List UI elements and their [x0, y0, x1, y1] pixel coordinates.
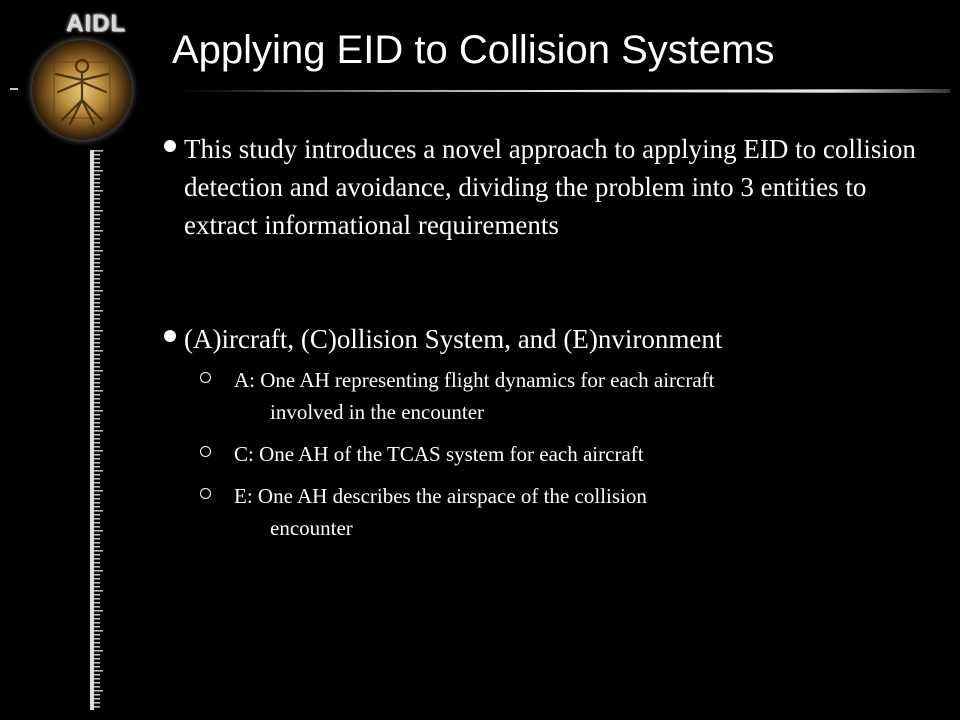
ruler-tick: [94, 378, 100, 380]
ruler-tick: [94, 510, 103, 512]
ruler-tick: [94, 602, 100, 604]
sub-bullet-item: [196, 480, 930, 544]
ruler-tick: [94, 194, 100, 196]
ruler-tick: [94, 650, 103, 652]
sub-bullet-continuation: encounter: [270, 516, 353, 540]
ruler-tick: [94, 550, 103, 552]
slide-title: Applying EID to Collision Systems: [172, 28, 775, 72]
ruler-tick: [94, 522, 100, 524]
aidl-logo: [0, 0, 160, 160]
ruler-tick: [94, 670, 103, 672]
ruler-tick: [94, 622, 100, 624]
ruler-tick: [94, 466, 100, 468]
ruler-tick: [94, 242, 100, 244]
ruler-tick: [94, 198, 100, 200]
ruler-tick: [94, 322, 100, 324]
ruler-tick: [94, 574, 100, 576]
ruler-tick: [94, 190, 103, 192]
bullet-item: [160, 320, 930, 358]
ruler-tick: [94, 342, 100, 344]
title-rule: [150, 88, 950, 94]
ruler-tick: [94, 514, 100, 516]
ruler-tick: [94, 262, 100, 264]
ruler-tick: [94, 366, 100, 368]
ruler-tick: [94, 594, 100, 596]
ruler-tick: [94, 282, 100, 284]
ruler-tick: [94, 218, 100, 220]
ruler-tick: [94, 590, 103, 592]
ruler-tick: [94, 686, 100, 688]
ruler-tick: [94, 446, 100, 448]
ruler-tick: [94, 582, 100, 584]
ruler-tick: [94, 422, 100, 424]
ruler-tick: [94, 666, 100, 668]
ruler-tick: [94, 442, 100, 444]
ruler-tick: [94, 226, 100, 228]
ruler-tick: [94, 598, 100, 600]
bullet-item: [160, 130, 930, 244]
ruler-tick: [94, 634, 100, 636]
ruler-tick: [94, 418, 100, 420]
ruler-tick: [94, 554, 100, 556]
sub-bullet-continuation: involved in the encounter: [270, 400, 485, 424]
bullet-dot-icon: [164, 140, 176, 152]
ruler-tick: [94, 314, 100, 316]
ruler-tick: [94, 414, 100, 416]
bullet-text: This study introduces a novel approach to applying EID to collision detection and avoidance, dividing the problem into 3 entities to extract informational requirements: [184, 134, 916, 240]
ruler-tick: [94, 250, 103, 252]
ruler-tick: [94, 370, 103, 372]
bullet-text: (A)ircraft, (C)ollision System, and (E)nvironment: [184, 324, 723, 354]
ruler-tick: [94, 566, 100, 568]
ruler-tick: [94, 410, 103, 412]
ruler-tick: [94, 210, 103, 212]
ruler-tick: [94, 578, 100, 580]
ruler-tick: [94, 402, 100, 404]
ruler-spine: [90, 150, 94, 710]
ruler-tick: [94, 374, 100, 376]
ruler-tick: [94, 214, 100, 216]
ruler-tick: [94, 534, 100, 536]
ruler-tick: [94, 230, 103, 232]
ruler-tick: [94, 302, 100, 304]
ruler-tick: [94, 642, 100, 644]
ruler-tick: [94, 478, 100, 480]
ruler-tick: [94, 498, 100, 500]
ruler-tick: [94, 662, 100, 664]
ruler-tick: [94, 170, 103, 172]
logo-dash: [10, 88, 18, 90]
ruler-decoration: [90, 150, 104, 710]
ruler-tick: [94, 470, 103, 472]
ruler-tick: [94, 474, 100, 476]
ruler-tick: [94, 586, 100, 588]
ruler-tick: [94, 646, 100, 648]
sub-bullet-text: E: One AH describes the airspace of the collision: [234, 484, 647, 508]
ruler-tick: [94, 238, 100, 240]
ruler-tick: [94, 346, 100, 348]
ruler-tick: [94, 526, 100, 528]
bullet-circle-icon: [200, 488, 211, 499]
ruler-tick: [94, 490, 103, 492]
ruler-tick: [94, 354, 100, 356]
ruler-tick: [94, 606, 100, 608]
ruler-tick: [94, 234, 100, 236]
ruler-tick: [94, 558, 100, 560]
ruler-tick: [94, 706, 100, 708]
ruler-tick: [94, 486, 100, 488]
ruler-tick: [94, 426, 100, 428]
ruler-tick: [94, 154, 100, 156]
ruler-tick: [94, 494, 100, 496]
ruler-tick: [94, 182, 100, 184]
ruler-tick: [94, 326, 100, 328]
ruler-tick: [94, 382, 100, 384]
ruler-tick: [94, 166, 100, 168]
bullet-dot-icon: [164, 330, 176, 342]
ruler-tick: [94, 298, 100, 300]
sub-bullet-text: A: One AH representing flight dynamics for each aircraft: [234, 368, 715, 392]
ruler-tick: [94, 158, 100, 160]
ruler-tick: [94, 626, 100, 628]
ruler-tick: [94, 390, 103, 392]
ruler-tick: [94, 318, 100, 320]
ruler-tick: [94, 338, 100, 340]
ruler-tick: [94, 570, 103, 572]
ruler-tick: [94, 434, 100, 436]
ruler-tick: [94, 518, 100, 520]
ruler-tick: [94, 614, 100, 616]
ruler-tick: [94, 694, 100, 696]
ruler-tick: [94, 222, 100, 224]
ruler-tick: [94, 246, 100, 248]
ruler-tick: [94, 386, 100, 388]
ruler-tick: [94, 358, 100, 360]
ruler-tick: [94, 458, 100, 460]
ruler-tick: [94, 630, 103, 632]
ruler-tick: [94, 178, 100, 180]
ruler-tick: [94, 542, 100, 544]
ruler-tick: [94, 394, 100, 396]
ruler-tick: [94, 690, 103, 692]
ruler-tick: [94, 278, 100, 280]
ruler-tick: [94, 310, 103, 312]
ruler-tick: [94, 638, 100, 640]
ruler-tick: [94, 254, 100, 256]
ruler-tick: [94, 698, 100, 700]
ruler-tick: [94, 538, 100, 540]
sub-bullet-text: C: One AH of the TCAS system for each aircraft: [234, 442, 644, 466]
ruler-tick: [94, 678, 100, 680]
ruler-tick: [94, 174, 100, 176]
ruler-tick: [94, 502, 100, 504]
ruler-tick: [94, 438, 100, 440]
bullet-circle-icon: [200, 446, 211, 457]
ruler-tick: [94, 266, 100, 268]
ruler-tick: [94, 330, 103, 332]
ruler-tick: [94, 294, 100, 296]
ruler-tick: [94, 674, 100, 676]
ruler-tick: [94, 562, 100, 564]
ruler-tick: [94, 618, 100, 620]
ruler-tick: [94, 270, 103, 272]
logo-text: AIDL: [66, 10, 126, 37]
bullet-circle-icon: [200, 372, 211, 383]
ruler-tick: [94, 610, 103, 612]
ruler-tick: [94, 506, 100, 508]
ruler-tick: [94, 334, 100, 336]
ruler-tick: [94, 430, 103, 432]
ruler-tick: [94, 654, 100, 656]
ruler-tick: [94, 186, 100, 188]
ruler-tick: [94, 150, 103, 152]
ruler-tick: [94, 406, 100, 408]
ruler-tick: [94, 454, 100, 456]
ruler-tick: [94, 286, 100, 288]
ruler-tick: [94, 658, 100, 660]
ruler-tick: [94, 202, 100, 204]
ruler-tick: [94, 482, 100, 484]
ruler-tick: [94, 362, 100, 364]
ruler-tick: [94, 398, 100, 400]
ruler-tick: [94, 206, 100, 208]
ruler-tick: [94, 546, 100, 548]
sub-bullet-item: [196, 364, 930, 428]
ruler-tick: [94, 274, 100, 276]
ruler-tick: [94, 462, 100, 464]
ruler-tick: [94, 350, 103, 352]
ruler-tick: [94, 450, 103, 452]
ruler-tick: [94, 258, 100, 260]
ruler-tick: [94, 682, 100, 684]
ruler-tick: [94, 290, 103, 292]
slide-content: [160, 130, 930, 544]
sub-bullet-item: [196, 438, 930, 470]
ruler-tick: [94, 162, 100, 164]
ruler-tick: [94, 306, 100, 308]
ruler-tick: [94, 530, 103, 532]
ruler-tick: [94, 702, 100, 704]
